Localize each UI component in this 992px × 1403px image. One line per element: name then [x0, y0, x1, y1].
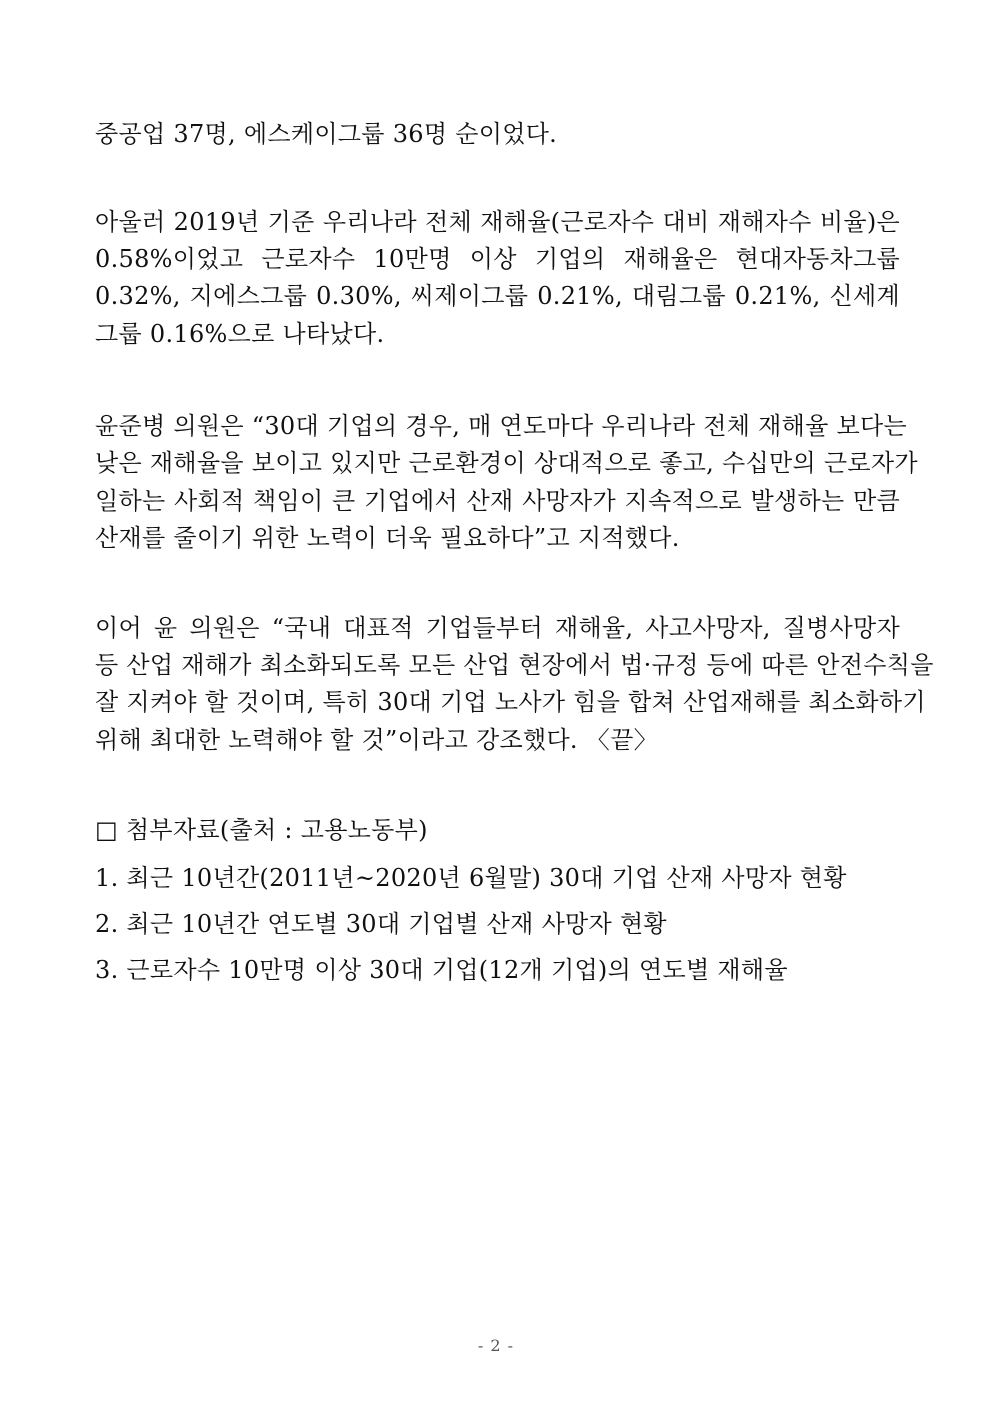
paragraph-line: 이어 윤 의원은 “국내 대표적 기업들부터 재해율, 사고사망자, 질병사망자 — [95, 614, 900, 642]
paragraph-line: 잘 지켜야 할 것이며, 특히 30대 기업 노사가 힘을 합쳐 산업재해를 최소화하기 — [95, 688, 926, 716]
paragraph-line: 아울러 2019년 기준 우리나라 전체 재해율(근로자수 대비 재해자수 비율)은 — [95, 208, 900, 236]
paragraph-line: 중공업 37명, 에스케이그룹 36명 순이었다. — [95, 120, 558, 148]
attachment-item: 2. 최근 10년간 연도별 30대 기업별 산재 사망자 현황 — [95, 910, 667, 938]
paragraph-line: 산재를 줄이기 위한 노력이 더욱 필요하다”고 지적했다. — [95, 524, 680, 552]
paragraph-line: 등 산업 재해가 최소화되도록 모든 산업 현장에서 법·규정 등에 따른 안전수칙을 — [95, 651, 934, 679]
attachment-item: 3. 근로자수 10만명 이상 30대 기업(12개 기업)의 연도별 재해율 — [95, 956, 788, 984]
paragraph-line: 일하는 사회적 책임이 큰 기업에서 산재 사망자가 지속적으로 발생하는 만큼 — [95, 487, 900, 515]
attachment-item: 1. 최근 10년간(2011년~2020년 6월말) 30대 기업 산재 사망자 현황 — [95, 864, 847, 892]
page-number: - 2 - — [477, 1336, 515, 1355]
paragraph-line: 위해 최대한 노력해야 할 것”이라고 강조했다. 〈끝〉 — [95, 726, 658, 754]
paragraph-line: 윤준병 의원은 “30대 기업의 경우, 매 연도마다 우리나라 전체 재해율 보다는 — [95, 412, 907, 440]
paragraph-line: 낮은 재해율을 보이고 있지만 근로환경이 상대적으로 좋고, 수십만의 근로자가 — [95, 449, 918, 477]
attachments-heading: □ 첨부자료(출처 : 고용노동부) — [95, 816, 428, 844]
paragraph-line: 그룹 0.16%으로 나타났다. — [95, 320, 385, 348]
paragraph-line: 0.58%이었고 근로자수 10만명 이상 기업의 재해율은 현대자동차그룹 — [95, 245, 900, 273]
paragraph-line: 0.32%, 지에스그룹 0.30%, 씨제이그룹 0.21%, 대림그룹 0.21%, 신세계 — [95, 282, 900, 310]
